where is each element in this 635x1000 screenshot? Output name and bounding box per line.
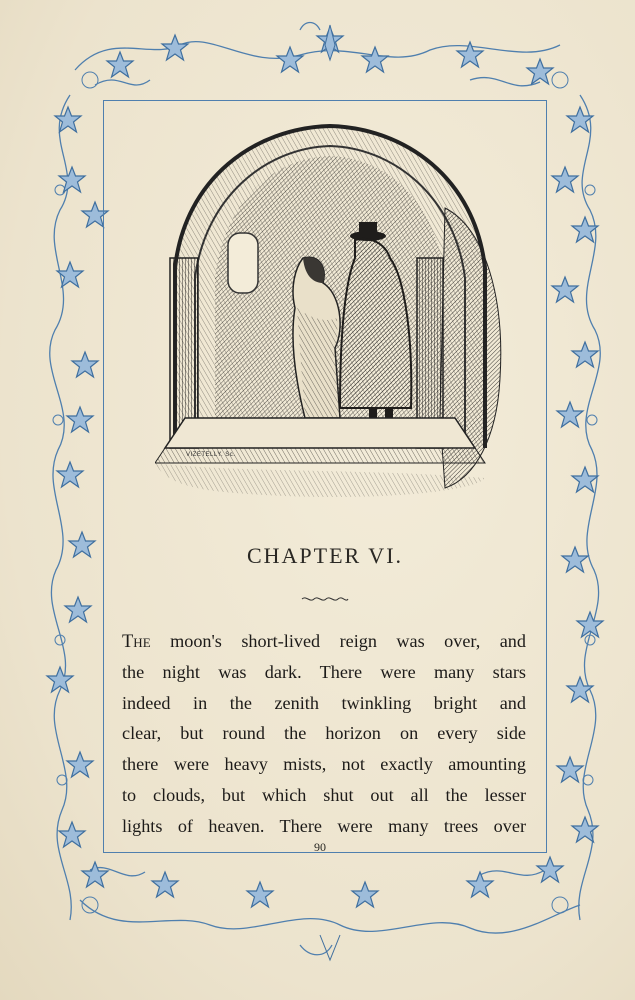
body-line: The moon's short-lived reign was over, and: [122, 631, 526, 652]
body-text: [122, 626, 526, 842]
body-line: to clouds, but which shut out all the lesser: [122, 784, 526, 805]
star-ornament-icon: [107, 52, 133, 77]
body-line: clear, but round the horizon on every side: [122, 723, 526, 744]
engraving-illustration: [155, 118, 505, 508]
title-ornament-icon: [300, 594, 350, 604]
drop-word: The: [122, 632, 151, 652]
chapter-title: CHAPTER VI.: [246, 543, 404, 568]
body-line: there were heavy mists, not exactly amounting: [122, 754, 526, 775]
body-line: lights of heaven. There were many trees over: [122, 815, 526, 836]
body-line: the night was dark. There were many stars: [122, 661, 526, 682]
body-line: indeed in the zenith twinkling bright and: [122, 692, 526, 713]
fleur-de-lis-icon: [325, 25, 335, 60]
engraver-credit: VIZETELLY. Sc.: [186, 452, 236, 458]
page-number: 90: [314, 840, 326, 854]
